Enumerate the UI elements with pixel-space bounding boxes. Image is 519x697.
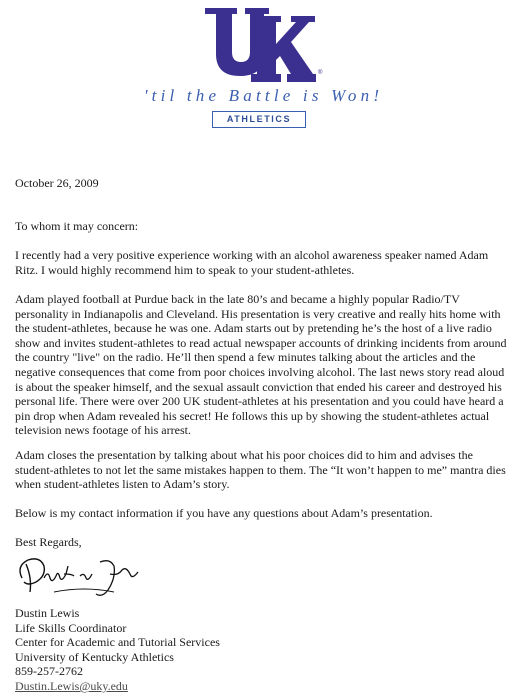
department-badge: ATHLETICS	[212, 111, 306, 128]
signature-block	[15, 606, 315, 694]
signer-name: Dustin Lewis	[15, 606, 80, 620]
registered-mark: ®	[318, 70, 323, 76]
paragraph-4: Below is my contact information if you have any questions about Adam’s presentation.	[15, 506, 433, 520]
paragraph-3: Adam closes the presentation by talking about what his poor choices did to him and advises the student-athletes to not let the same mistakes happen to them. The “It won’t happen to me” mantra dies when student-athletes listen to Adam’s story.	[15, 448, 506, 492]
handwritten-signature	[14, 552, 142, 604]
signer-office: Center for Academic and Tutorial Services	[15, 635, 220, 650]
signer-organization: University of Kentucky Athletics	[15, 649, 174, 664]
salutation: To whom it may concern:	[15, 219, 139, 233]
letter-date: October 26, 2009	[15, 176, 99, 190]
letterhead	[0, 0, 519, 140]
closing: Best Regards,	[15, 535, 82, 549]
signer-email-link[interactable]: Dustin.Lewis@uky.edu	[15, 678, 128, 693]
paragraph-1: I recently had a very positive experience working with an alcohol awareness speaker named Adam Ritz. I would highly recommend him to speak to your student-athletes.	[15, 248, 489, 277]
paragraph-2: Adam played football at Purdue back in the late 80’s and became a highly popular Radio/TV personality in Indianapolis and Cleveland. His presentation is very creative and really hits home with the student-athletes, because he was one. Adam starts out by pretending he’s the host of a live radio show and invites student-athletes to read actual newspaper accounts of drinking incidents from around the country "live" on the radio. He’ll then spend a few minutes talking about the articles and the negative consequences that come from poor choices involving alcohol. The last news story read aloud is about the speaker himself, and the sexual assault conviction that ended his career and destroyed his personal life. There were over 200 UK student-athletes at his presentation and you could have heard a pin drop when Adam revealed his secret! He follows this up by showing the student-athletes actual television news footage of his arrest.	[15, 292, 507, 438]
signer-phone: 859-257-2762	[15, 664, 83, 679]
signer-title: Life Skills Coordinator	[15, 620, 127, 635]
tagline: 'til the Battle is Won!	[143, 86, 384, 105]
uk-logo	[203, 6, 317, 84]
